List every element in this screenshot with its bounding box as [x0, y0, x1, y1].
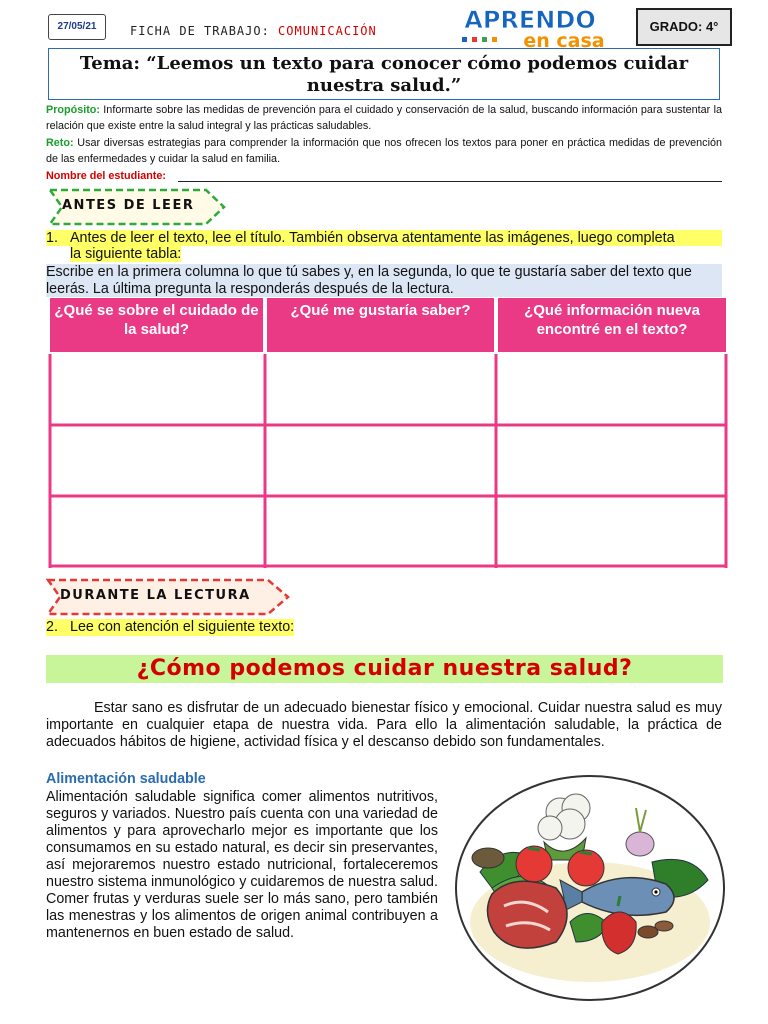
- purpose-label: Propósito:: [46, 104, 100, 116]
- reading-title: ¿Cómo podemos cuidar nuestra salud?: [46, 655, 723, 683]
- logo-dots-icon: [462, 37, 497, 42]
- logo-sub-text: en casa: [523, 30, 605, 50]
- table-cell[interactable]: [498, 498, 724, 566]
- section-heading: Alimentación saludable: [46, 771, 206, 787]
- grade-box: GRADO: 4°: [636, 8, 732, 46]
- healthy-food-illustration: [452, 772, 728, 1004]
- table-cell[interactable]: [498, 427, 724, 495]
- during-reading-label: DURANTE LA LECTURA: [60, 588, 251, 603]
- question-1: [46, 230, 722, 262]
- instruction-text: Escribe en la primera columna lo que tú sabes y, en la segunda, lo que te gustaría saber del texto que leerás. La última pregunta la responderás después de la lectura.: [46, 264, 722, 297]
- purpose-paragraph: [46, 103, 722, 134]
- challenge-text: Usar diversas estrategias para comprender la información que nos ofrecen los textos para poner en práctica medidas de prevención de las enfermedades y cuidar la salud en familia.: [46, 137, 722, 165]
- aprendo-en-casa-logo: [432, 6, 628, 50]
- table-cell[interactable]: [267, 427, 494, 495]
- student-name-line[interactable]: [178, 181, 722, 182]
- question-2-text: Lee con atención el siguiente texto:: [70, 619, 295, 635]
- question-2-number: 2.: [46, 619, 58, 635]
- student-name-label: Nombre del estudiante:: [46, 170, 166, 182]
- table-header-want: ¿Qué me gustaría saber?: [267, 298, 494, 352]
- question-1-line1: Antes de leer el texto, lee el título. También observa atentamente las imágenes, luego completa: [70, 230, 675, 246]
- question-1-line2: la siguiente tabla:: [70, 246, 182, 262]
- table-cell[interactable]: [498, 356, 724, 424]
- worksheet-prefix: FICHA DE TRABAJO:: [130, 24, 279, 38]
- table-cell[interactable]: [52, 427, 265, 495]
- purpose-text: Informarte sobre las medidas de prevención para el cuidado y conservación de la salud, buscando información para sustentar la relación que existe entre la salud integral y las prácticas saludables.: [46, 104, 722, 132]
- table-cell[interactable]: [52, 498, 265, 566]
- topic-title: Tema: “Leemos un texto para conocer cómo podemos cuidar nuestra salud.”: [79, 53, 689, 96]
- intro-paragraph: Estar sano es disfrutar de un adecuado bienestar físico y emocional. Cuidar nuestra salud es muy importante en cualquier etapa de nuestra vida. Para ello la alimentación saludable, la práctica de adecuados hábitos de higiene, actividad física y el descanso debido son fundamentales.: [46, 700, 722, 750]
- challenge-label: Reto:: [46, 137, 74, 149]
- question-1-number: 1.: [46, 230, 58, 246]
- date-box: 27/05/21: [48, 14, 106, 40]
- topic-box: [48, 48, 720, 100]
- section-paragraph: Alimentación saludable significa comer alimentos nutritivos, seguros y variados. Nuestro país cuenta con una variedad de alimentos y para aprovecharlo mejor es importante que los consumamos en su estado natural, es decir sin preservantes, así mejoraremos nuestro estado nutricional, fortaleceremos nuestro sistema inmunológico y cuidaremos de nuestra salud. Comer frutas y verduras suele ser lo más sano, pero también las menestras y los alimentos de origen animal contribuyen a mantenernos en buen estado de salud.: [46, 789, 438, 941]
- before-reading-label: ANTES DE LEER: [62, 198, 195, 213]
- logo-main-text: APRENDO: [464, 6, 596, 34]
- question-2: [46, 619, 294, 636]
- table-header-known: ¿Qué se sobre el cuidado de la salud?: [50, 298, 263, 352]
- challenge-paragraph: [46, 136, 722, 167]
- worksheet-label: [130, 24, 377, 38]
- worksheet-area: COMUNICACIÓN: [278, 24, 377, 38]
- meat-icon: [487, 881, 567, 948]
- table-cell[interactable]: [52, 356, 265, 424]
- table-cell[interactable]: [267, 356, 494, 424]
- table-header-learned: ¿Qué información nueva encontré en el texto?: [498, 298, 726, 352]
- table-cell[interactable]: [267, 498, 494, 566]
